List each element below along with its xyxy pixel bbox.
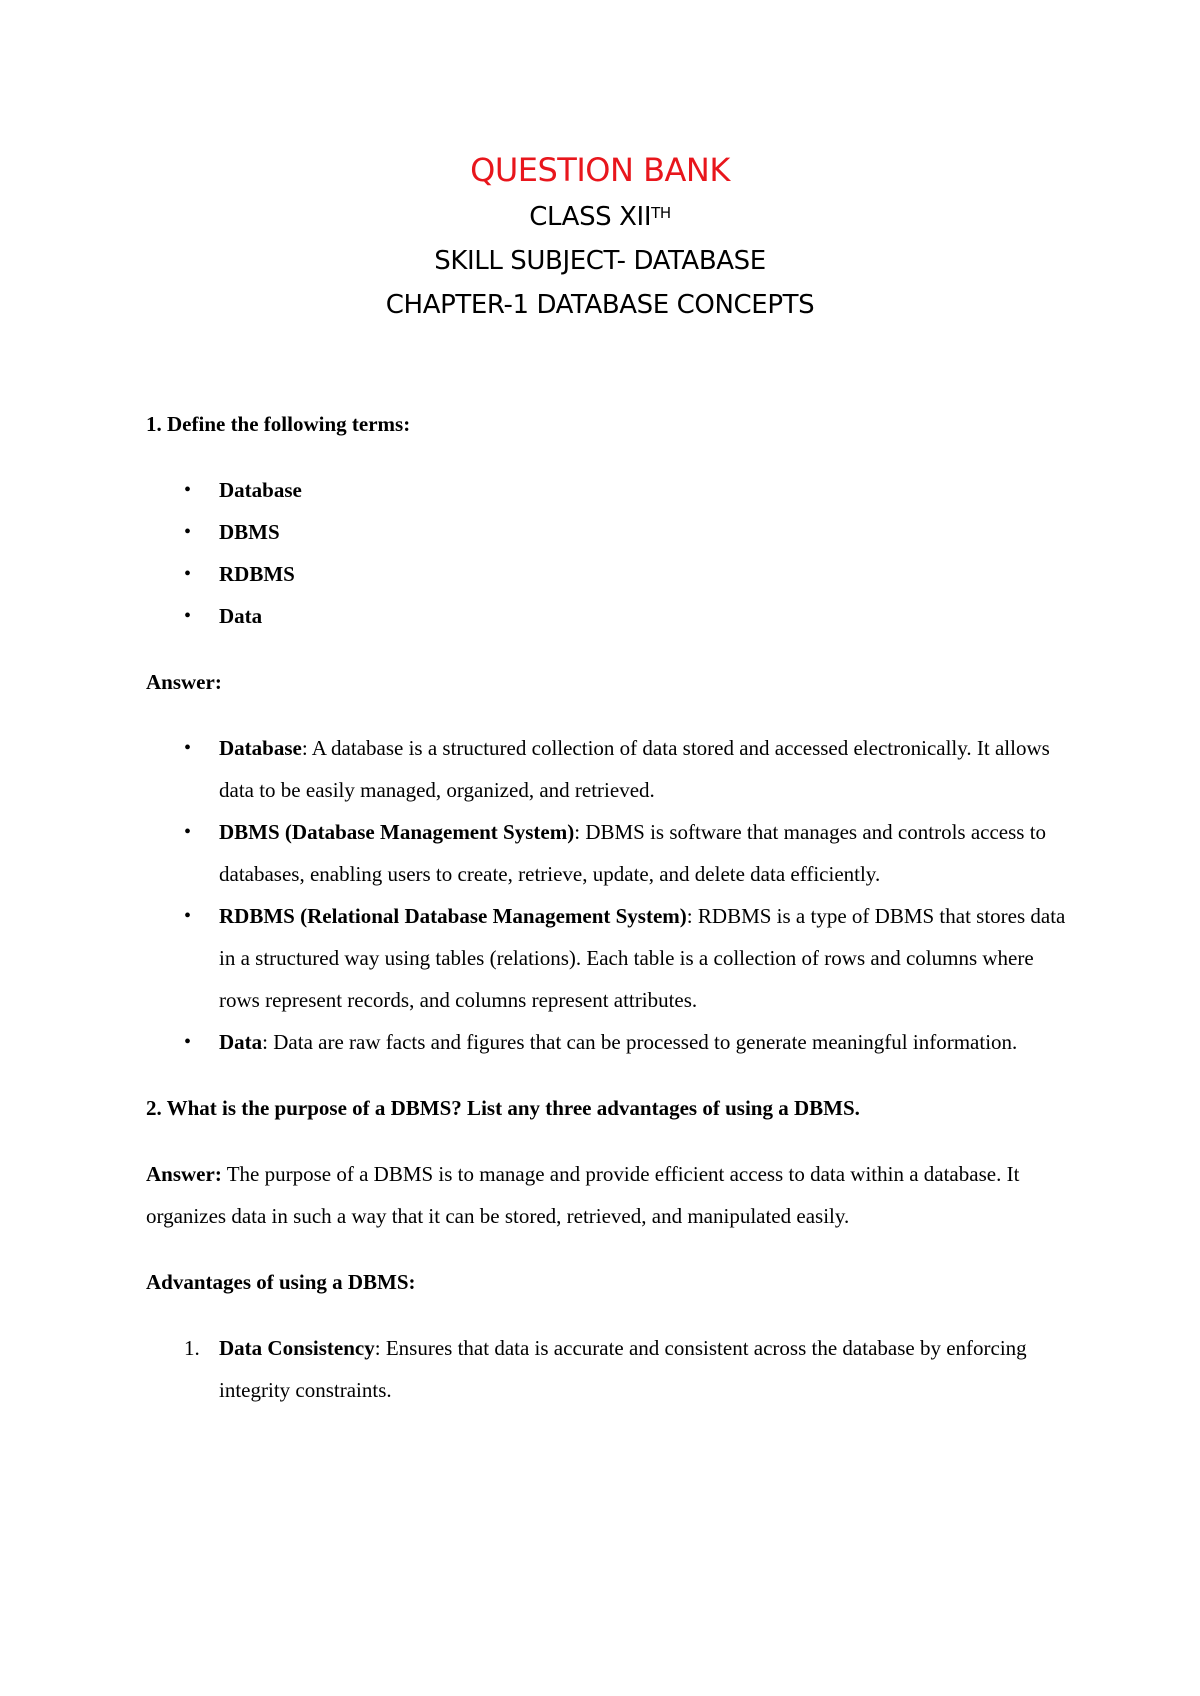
term-label: Data	[219, 604, 263, 628]
question-1-title: 1. Define the following terms:	[146, 412, 411, 436]
document-header	[0, 150, 1200, 321]
answer-sep: :	[301, 736, 308, 760]
chapter-line: CHAPTER-1 DATABASE CONCEPTS	[385, 290, 815, 320]
answer-1-label: Answer:	[146, 670, 222, 694]
document-body	[146, 403, 1066, 1411]
advantage-term: Data Consistency	[219, 1336, 375, 1360]
answer-text: A database is a structured collection of data stored and accessed electronically. It allows data to be easily managed, organized, and retrieved.	[219, 736, 1050, 802]
answer-text: RDBMS is a type of DBMS that stores data in a structured way using tables (relations). Each table is a collection of rows and columns where rows represent records, and columns represent attributes.	[219, 904, 1066, 1012]
answer-2-paragraph	[146, 1153, 1066, 1237]
term-item	[146, 469, 1066, 511]
class-text: CLASS XII	[529, 202, 652, 232]
class-line	[0, 201, 1200, 233]
advantage-number: 1.	[184, 1336, 200, 1360]
answer-item	[146, 811, 1066, 895]
answer-item	[146, 727, 1066, 811]
answer-term: DBMS (Database Management System)	[219, 820, 575, 844]
answer-1-list	[146, 727, 1066, 1063]
answer-2-text: The purpose of a DBMS is to manage and provide efficient access to data within a database. It organizes data in such a way that it can be stored, retrieved, and manipulated easily.	[146, 1162, 1020, 1228]
answer-sep: :	[686, 904, 693, 928]
answer-text: DBMS is software that manages and controls access to databases, enabling users to create, retrieve, update, and delete data efficiently.	[219, 820, 1047, 886]
term-item	[146, 595, 1066, 637]
answer-item	[146, 1021, 1066, 1063]
term-item	[146, 553, 1066, 595]
document-title: QUESTION BANK	[470, 151, 730, 189]
answer-term: Database	[219, 736, 302, 760]
class-superscript: TH	[651, 204, 671, 222]
advantages-list	[146, 1327, 1066, 1411]
answer-sep: :	[262, 1030, 269, 1054]
answer-item	[146, 895, 1066, 1021]
advantage-text: Ensures that data is accurate and consistent across the database by enforcing integrity constraints.	[219, 1336, 1027, 1402]
term-label: RDBMS	[219, 562, 295, 586]
term-label: DBMS	[219, 520, 280, 544]
term-label: Database	[219, 478, 302, 502]
advantages-title: Advantages of using a DBMS:	[146, 1270, 416, 1294]
subject-line: SKILL SUBJECT- DATABASE	[434, 246, 766, 276]
advantage-sep: :	[374, 1336, 381, 1360]
answer-sep: :	[574, 820, 581, 844]
answer-2-label: Answer:	[146, 1162, 222, 1186]
answer-term: Data	[219, 1030, 263, 1054]
term-item	[146, 511, 1066, 553]
answer-text: Data are raw facts and figures that can be processed to generate meaningful information.	[268, 1030, 1018, 1054]
answer-term: RDBMS (Relational Database Management System)	[219, 904, 687, 928]
advantage-item	[146, 1327, 1066, 1411]
question-1-terms-list	[146, 469, 1066, 637]
question-2-title: 2. What is the purpose of a DBMS? List any three advantages of using a DBMS.	[146, 1096, 860, 1120]
